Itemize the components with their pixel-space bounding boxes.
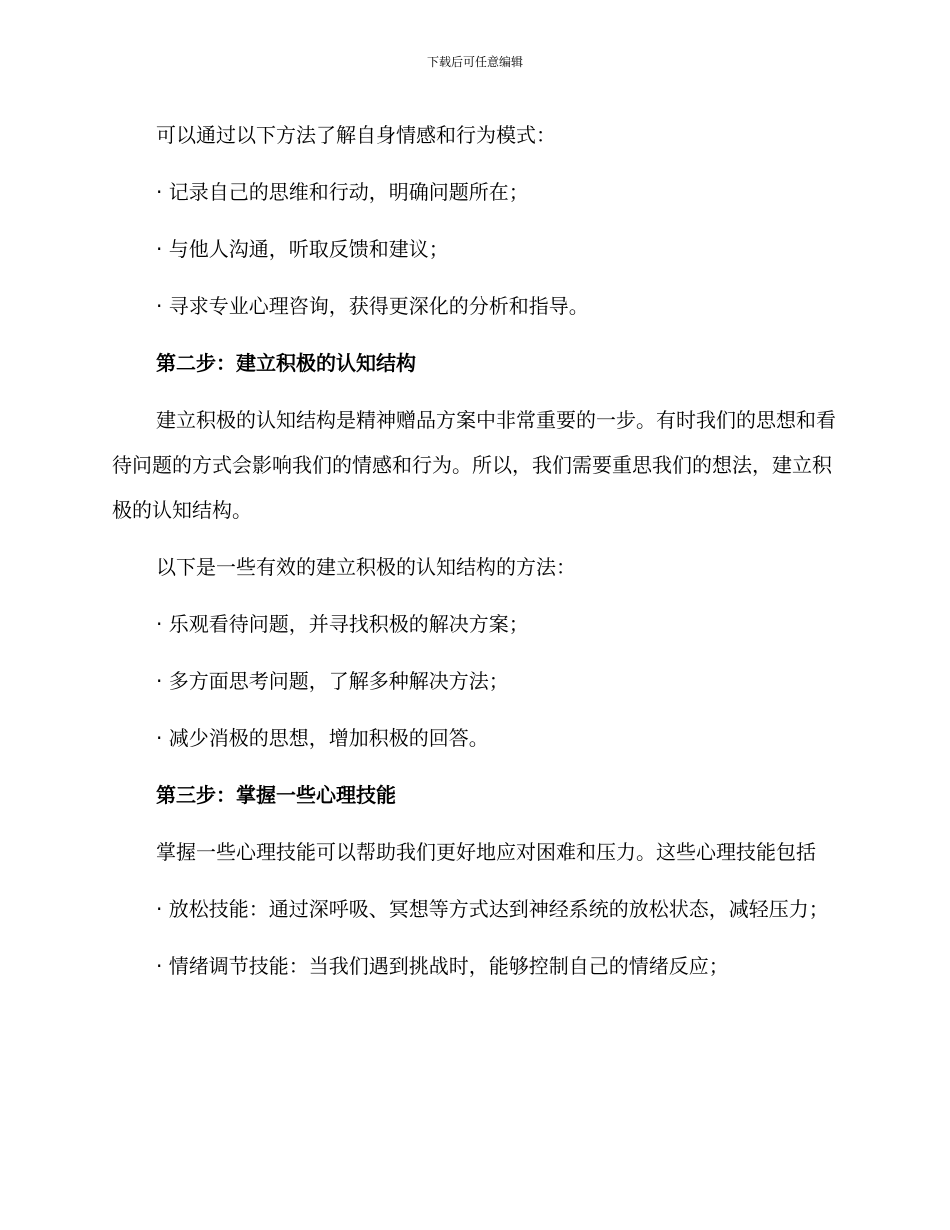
- body-paragraph: 以下是一些有效的建立积极的认知结构的方法：: [156, 555, 576, 579]
- list-item: · 减少消极的思想，增加积极的回答。: [156, 726, 489, 750]
- list-item: · 寻求专业心理咨询，获得更深化的分析和指导。: [156, 294, 589, 318]
- list-item: · 乐观看待问题，并寻找积极的解决方案；: [156, 612, 529, 636]
- body-paragraph: 掌握一些心理技能可以帮助我们更好地应对困难和压力。这些心理技能包括: [156, 840, 816, 864]
- list-item: · 与他人沟通，听取反馈和建议；: [156, 237, 449, 261]
- list-item: · 记录自己的思维和行动，明确问题所在；: [156, 180, 529, 204]
- section-heading: 第三步：掌握一些心理技能: [156, 783, 396, 807]
- document-body: [112, 113, 838, 1001]
- intro-paragraph: 可以通过以下方法了解自身情感和行为模式：: [156, 123, 556, 147]
- page-header: 下载后可任意编辑: [426, 55, 523, 69]
- section-heading: 第二步：建立积极的认知结构: [156, 351, 416, 375]
- list-item: · 放松技能：通过深呼吸、冥想等方式达到神经系统的放松状态，减轻压力；: [156, 897, 829, 921]
- list-item: · 多方面思考问题，了解多种解决方法；: [156, 669, 509, 693]
- body-paragraph: 建立积极的认知结构是精神赠品方案中非常重要的一步。有时我们的思想和看待问题的方式会影响我们的情感和行为。所以，我们需要重思我们的想法，建立积极的认知结构。: [112, 408, 836, 522]
- list-item: · 情绪调节技能：当我们遇到挑战时，能够控制自己的情绪反应；: [156, 954, 729, 978]
